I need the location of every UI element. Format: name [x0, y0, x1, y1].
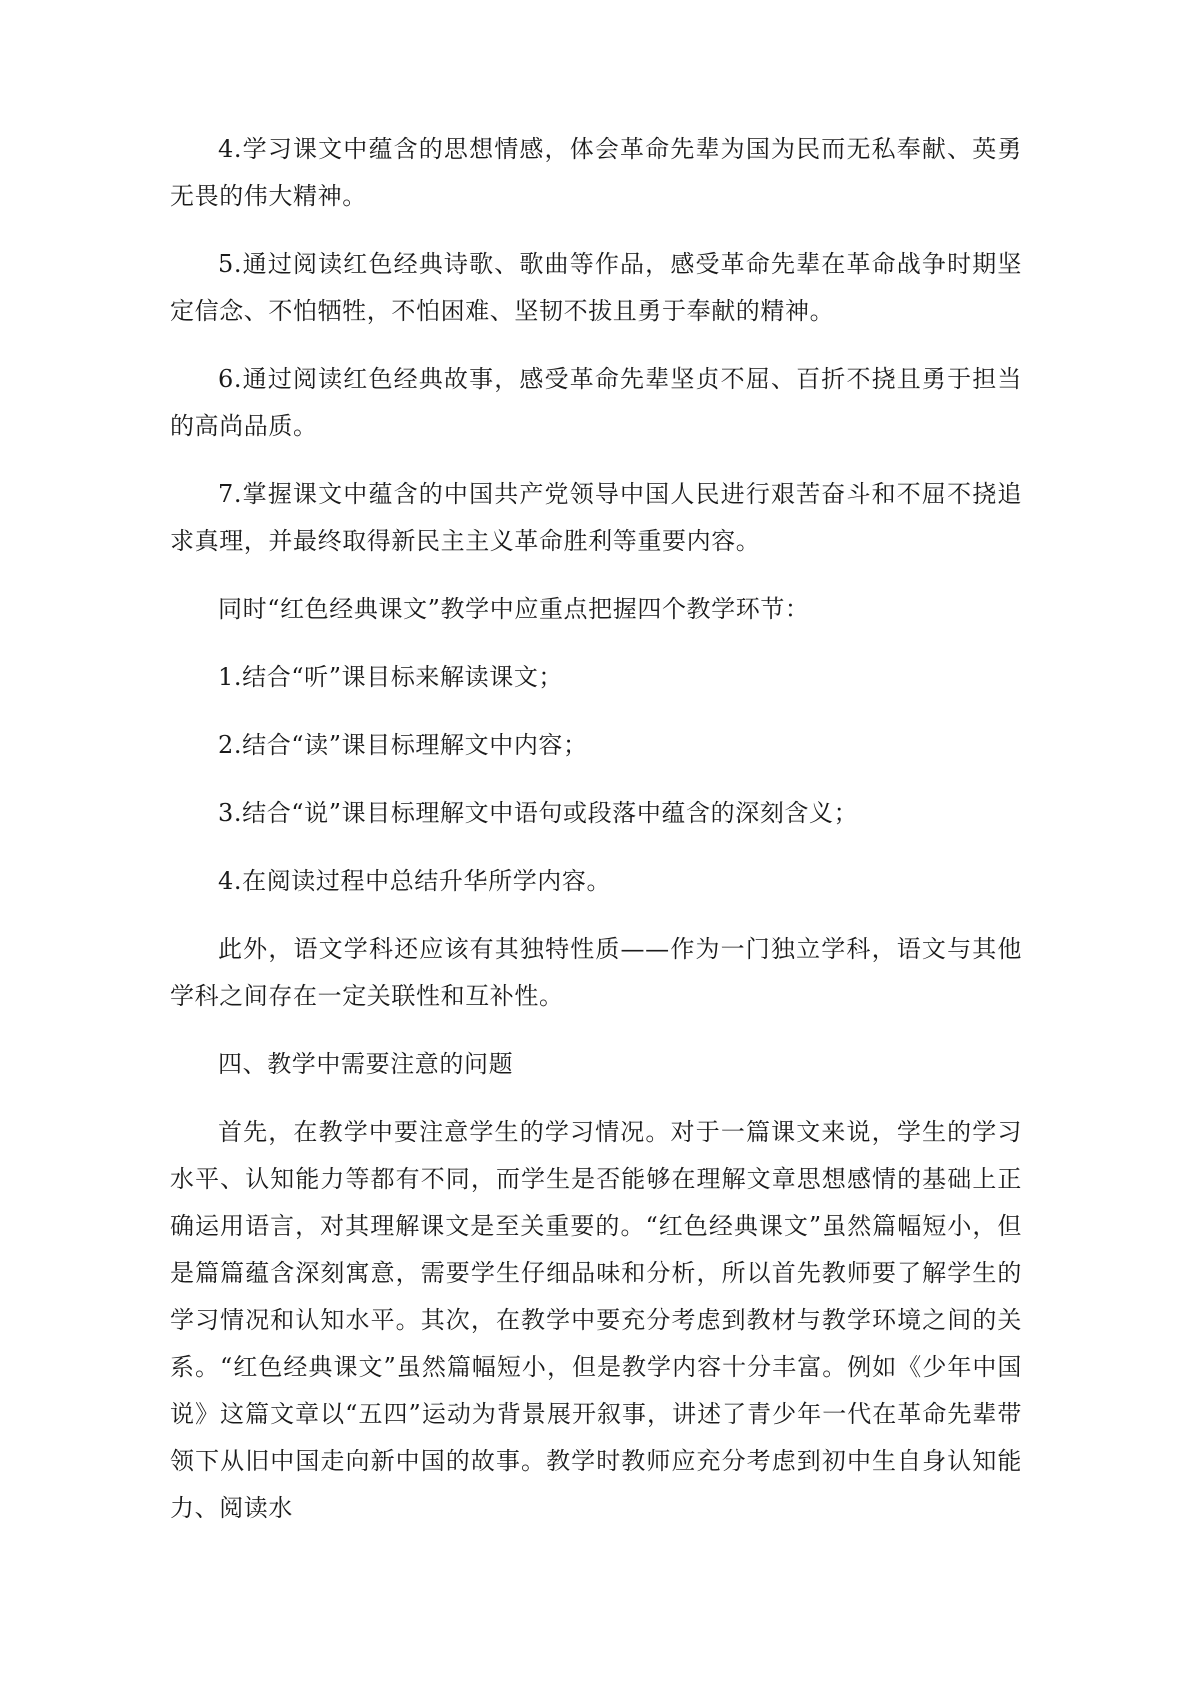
paragraph-objective-7: 7.掌握课文中蕴含的中国共产党领导中国人民进行艰苦奋斗和不屈不挠追求真理，并最终取得新民主主义革命胜利等重要内容。	[170, 480, 1022, 555]
paragraph-teaching-steps-intro: 同时“红色经典课文”教学中应重点把握四个教学环节：	[218, 595, 810, 623]
section-heading-teaching-issues: 四、教学中需要注意的问题	[218, 1050, 514, 1078]
paragraph-objective-6: 6.通过阅读红色经典故事，感受革命先辈坚贞不屈、百折不挠且勇于担当的高尚品质。	[170, 365, 1022, 440]
paragraph-step-2: 2.结合“读”课目标理解文中内容；	[218, 731, 588, 759]
paragraph-step-3: 3.结合“说”课目标理解文中语句或段落中蕴含的深刻含义；	[218, 799, 859, 827]
paragraph-teaching-issues: 首先，在教学中要注意学生的学习情况。对于一篇课文来说，学生的学习水平、认知能力等都有不同，而学生是否能够在理解文章思想感情的基础上正确运用语言，对其理解课文是至关重要的。“红色经典课文”虽然篇幅短小，但是篇篇蕴含深刻寓意，需要学生仔细品味和分析，所以首先教师要了解学生的学习情况和认知水平。其次，在教学中要充分考虑到教材与教学环境之间的关系。“红色经典课文”虽然篇幅短小，但是教学内容十分丰富。例如《少年中国说》这篇文章以“五四”运动为背景展开叙事，讲述了青少年一代在革命先辈带领下从旧中国走向新中国的故事。教学时教师应充分考虑到初中生自身认知能力、阅读水	[170, 1118, 1022, 1522]
document-body	[170, 126, 1022, 1553]
paragraph-objective-4: 4.学习课文中蕴含的思想情感，体会革命先辈为国为民而无私奉献、英勇无畏的伟大精神。	[170, 135, 1022, 210]
paragraph-objective-5: 5.通过阅读红色经典诗歌、歌曲等作品，感受革命先辈在革命战争时期坚定信念、不怕牺牲，不怕困难、坚韧不拔且勇于奉献的精神。	[170, 250, 1022, 325]
paragraph-step-1: 1.结合“听”课目标来解读课文；	[218, 663, 564, 691]
paragraph-subject-nature: 此外，语文学科还应该有其独特性质——作为一门独立学科，语文与其他学科之间存在一定关联性和互补性。	[170, 935, 1022, 1010]
paragraph-step-4: 4.在阅读过程中总结升华所学内容。	[218, 867, 612, 895]
